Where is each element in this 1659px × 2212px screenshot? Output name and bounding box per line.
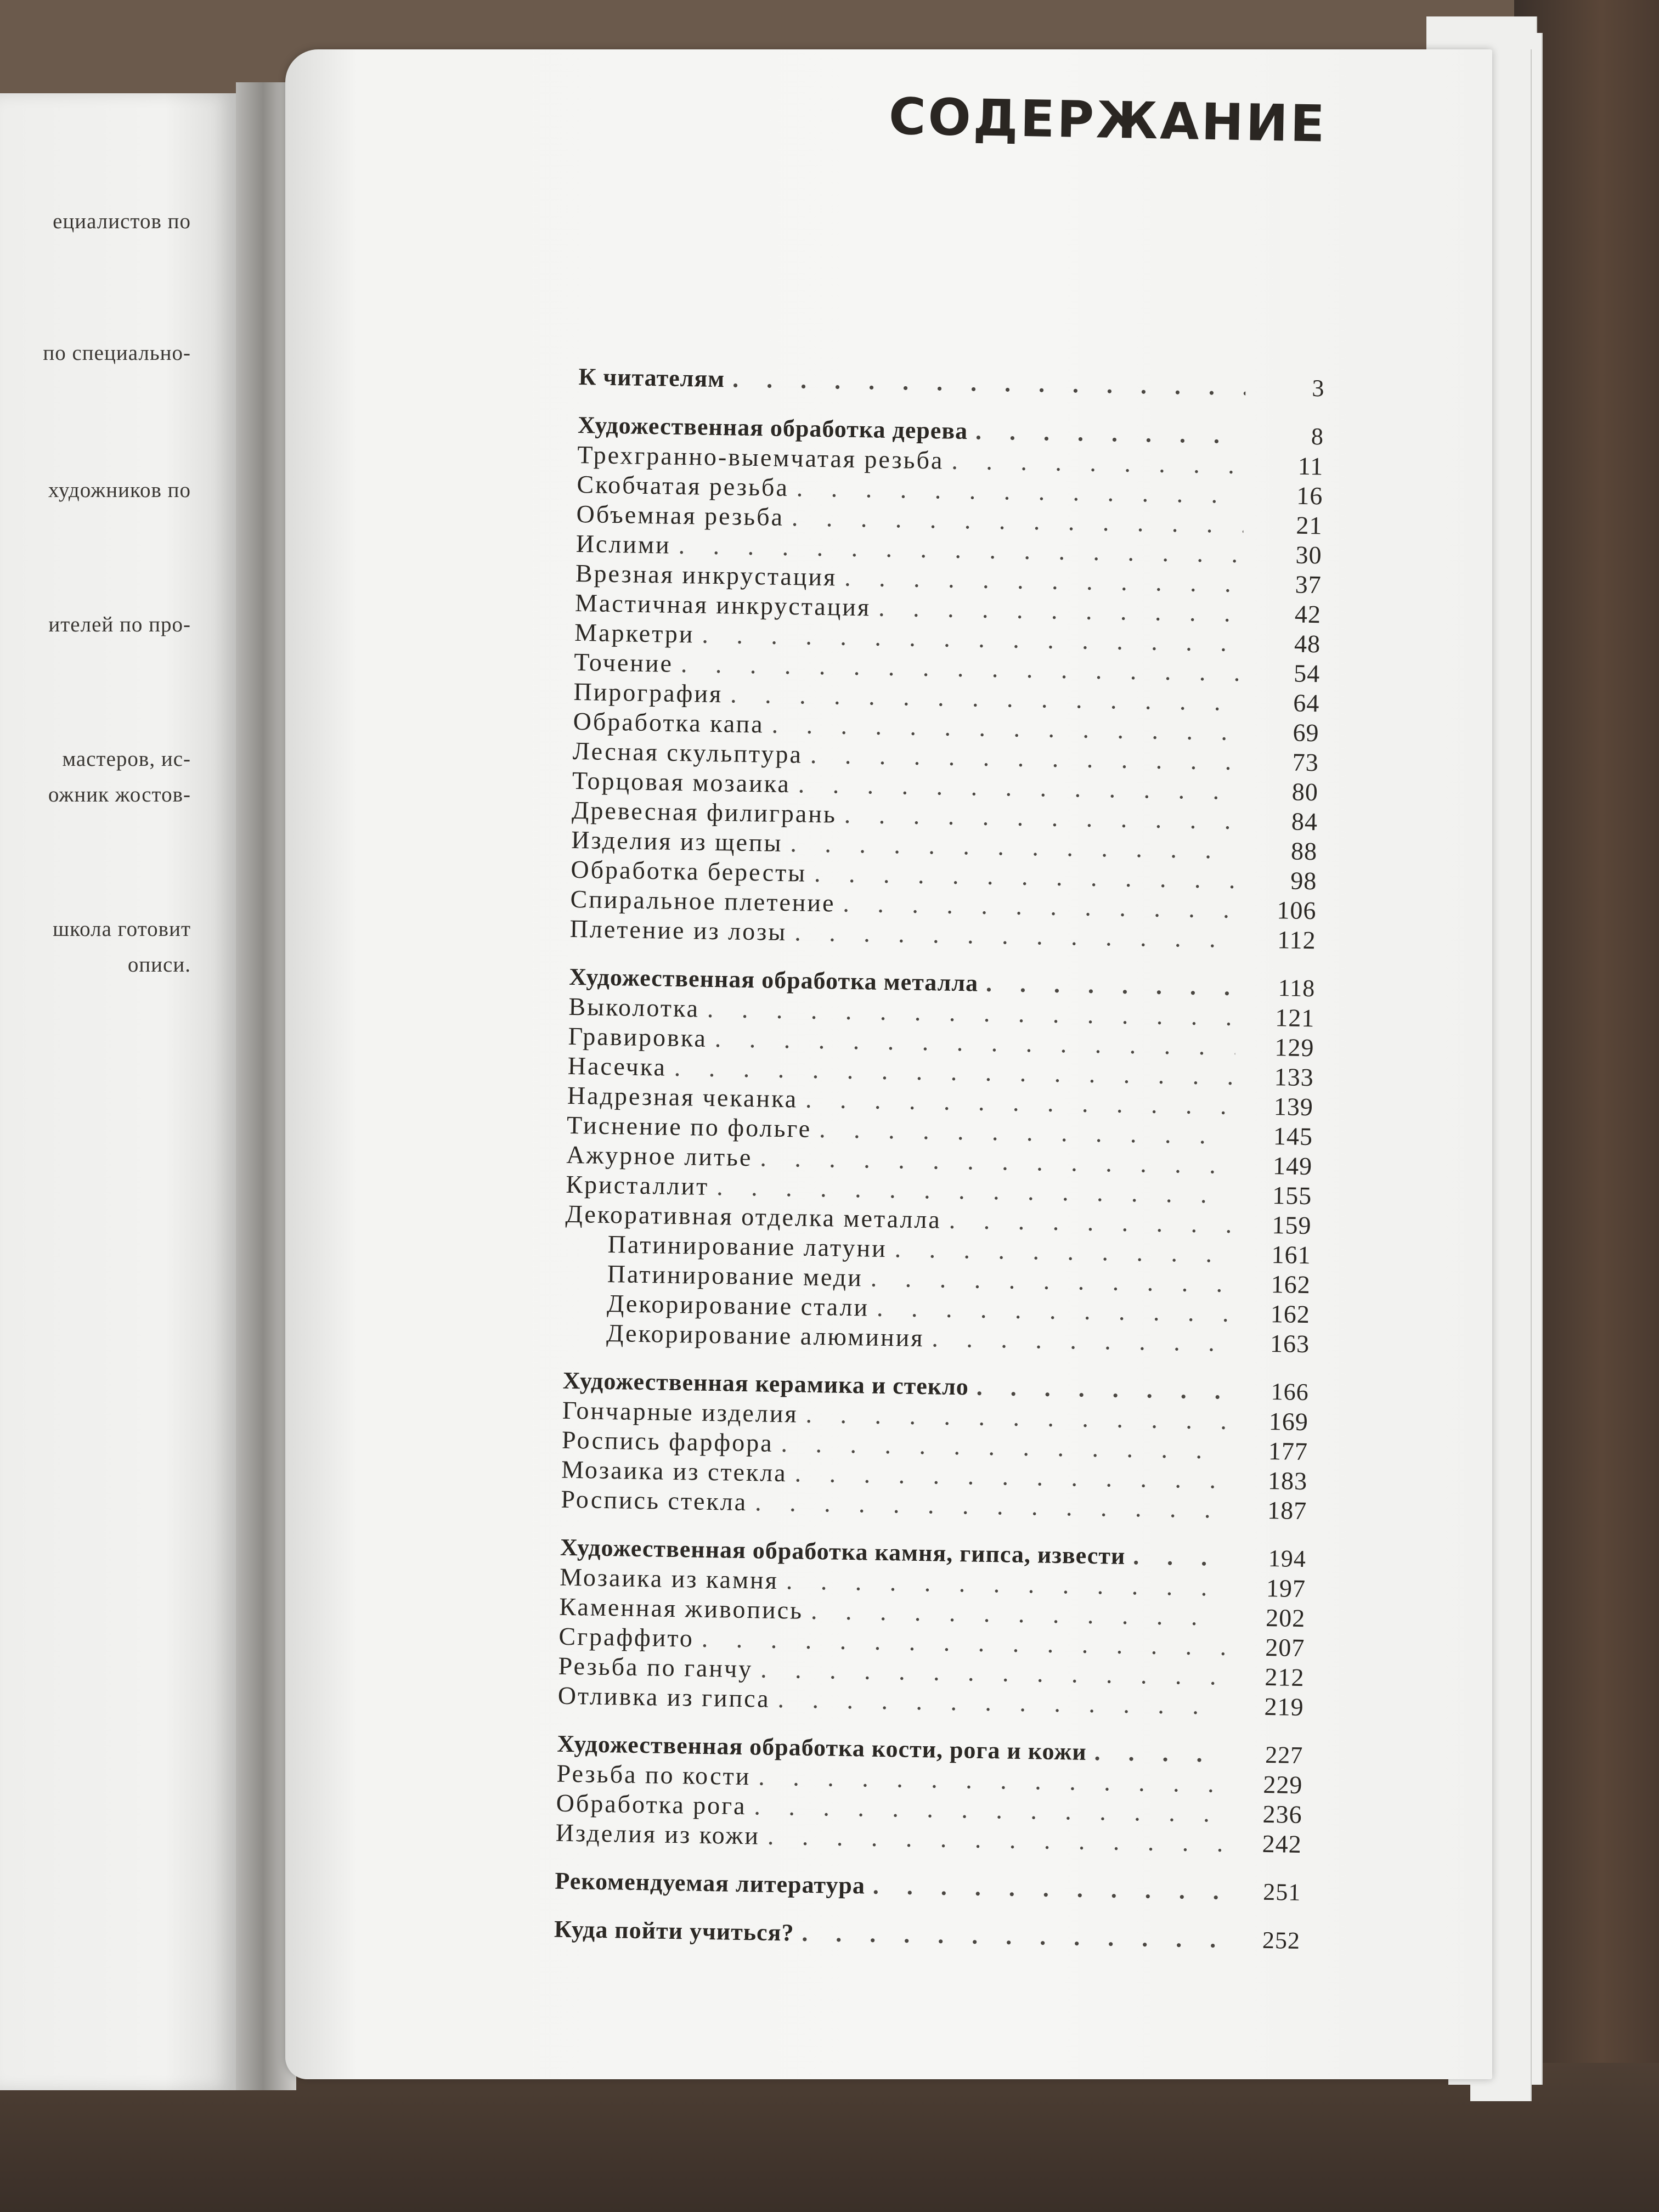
toc-page-number: 159 <box>1272 1211 1312 1240</box>
toc-entry-title: Кристаллит <box>566 1170 709 1200</box>
toc-page-number: 149 <box>1272 1152 1313 1181</box>
toc-entry-title: Декорирование стали <box>606 1289 870 1322</box>
toc-entry-title: Ажурное литье <box>566 1140 753 1172</box>
toc-page-number: 212 <box>1265 1662 1305 1692</box>
toc-page-number: 54 <box>1293 659 1321 688</box>
toc-page-number: 88 <box>1290 837 1318 866</box>
toc-page-number: 21 <box>1296 511 1323 540</box>
toc-entry-title: Рекомендуемая литература <box>555 1867 866 1899</box>
toc-dot-leader <box>951 446 1245 480</box>
toc-entry-title: Тиснение по фольге <box>566 1110 812 1143</box>
toc-entry-title: Декоративная отделка металла <box>565 1199 942 1234</box>
toc-page-number: 197 <box>1266 1573 1306 1603</box>
toc-page-number: 229 <box>1263 1770 1303 1799</box>
toc-entry-title: Роспись фарфора <box>561 1425 774 1457</box>
toc-dot-leader <box>1094 1737 1224 1769</box>
toc-entry-title: К читателям <box>578 363 725 393</box>
toc-entry-title: Каменная живопись <box>558 1592 804 1624</box>
toc-entry-title: Обработка рога <box>556 1788 747 1820</box>
toc-page-number: 64 <box>1293 689 1320 718</box>
toc-entry-title: Древесная филигрань <box>571 795 837 828</box>
left-page <box>0 93 236 2090</box>
toc-entry-title: Декорирование алюминия <box>606 1319 924 1352</box>
toc-entry-title: Изделия из кожи <box>555 1818 760 1850</box>
toc-page-number: 155 <box>1272 1181 1312 1210</box>
toc-page-number: 161 <box>1271 1240 1311 1269</box>
left-page-line: мастеров, ис- <box>62 747 191 771</box>
toc-page-number: 177 <box>1268 1436 1308 1466</box>
left-page-line: ециалистов по <box>53 210 191 233</box>
toc-dot-leader <box>976 1373 1230 1406</box>
toc-page-number: 30 <box>1295 540 1323 569</box>
toc-dot-leader <box>877 1293 1232 1328</box>
toc-page-number: 73 <box>1292 748 1319 777</box>
toc-page-number: 48 <box>1294 629 1321 658</box>
toc-dot-leader <box>986 969 1237 1002</box>
toc-page-number: 252 <box>1262 1926 1301 1955</box>
toc-entry-title: Врезная инкрустация <box>575 558 837 591</box>
toc-entry-title: Гончарные изделия <box>562 1396 799 1428</box>
toc-dot-leader <box>975 416 1245 450</box>
toc-entry-title: Патинирование меди <box>607 1260 864 1292</box>
toc-page-number: 80 <box>1291 777 1319 806</box>
toc-page-number: 145 <box>1273 1122 1313 1151</box>
toc-page-number: 106 <box>1277 896 1317 925</box>
left-page-line: художников по <box>48 478 191 502</box>
table-of-contents <box>554 362 1325 1956</box>
toc-entry-title: Куда пойти учиться? <box>554 1915 794 1946</box>
toc-entry-title: Надрезная чеканка <box>567 1081 798 1113</box>
toc-page-number: 3 <box>1312 375 1325 402</box>
toc-entry-title: Маркетри <box>574 618 695 648</box>
toc-page-number: 139 <box>1273 1092 1314 1121</box>
left-page-line: по специально- <box>43 341 191 365</box>
toc-dot-leader <box>932 1323 1231 1358</box>
toc-entry-title: Художественная обработка дерева <box>577 411 968 445</box>
toc-page-number: 227 <box>1265 1741 1304 1769</box>
toc-entry-title: Спиральное плетение <box>570 884 836 917</box>
toc-page-number: 133 <box>1274 1063 1314 1092</box>
toc-page-number: 84 <box>1291 807 1318 836</box>
toc-entry-title: Насечка <box>567 1051 667 1081</box>
toc-entry-title: Изделия из щепы <box>571 825 783 857</box>
toc-page-number: 98 <box>1290 866 1317 895</box>
toc-page-number: 37 <box>1295 570 1322 599</box>
toc-page-number: 251 <box>1262 1878 1301 1906</box>
toc-page-number: 236 <box>1262 1799 1302 1829</box>
toc-entry-title: Трехгранно-выемчатая резьба <box>577 440 944 475</box>
toc-dot-leader <box>1133 1542 1227 1573</box>
toc-page-number: 169 <box>1268 1407 1309 1436</box>
toc-entry-title: Художественная обработка кости, рога и кожи <box>557 1730 1087 1765</box>
toc-entry-title: Обработка бересты <box>571 855 807 887</box>
toc-entry-title: Мозаика из камня <box>559 1562 779 1594</box>
toc-entry-title: Роспись стекла <box>561 1485 748 1516</box>
left-page-line: школа готовит <box>53 917 191 941</box>
page-title: СОДЕРЖАНИЕ <box>888 87 1328 154</box>
toc-page-number: 202 <box>1265 1603 1306 1633</box>
toc-entry-title: Художественная обработка металла <box>569 963 979 997</box>
toc-page-number: 183 <box>1267 1466 1308 1496</box>
toc-page-number: 162 <box>1271 1270 1311 1299</box>
toc-entry-title: Художественная обработка камня, гипса, извести <box>560 1533 1126 1570</box>
toc-page-number: 11 <box>1297 452 1324 481</box>
toc-entry-title: Выколотка <box>568 992 700 1023</box>
toc-page-number: 187 <box>1267 1496 1307 1525</box>
toc-entry-title: Резьба по кости <box>556 1759 751 1791</box>
toc-dot-leader <box>794 917 1237 954</box>
toc-page-number: 16 <box>1296 481 1323 510</box>
toc-entry-title: Резьба по ганчу <box>558 1651 753 1683</box>
toc-entry-title: Патинирование латуни <box>607 1230 888 1263</box>
toc-page-number: 42 <box>1294 600 1322 629</box>
toc-page-number: 163 <box>1269 1329 1310 1358</box>
toc-section-row <box>555 1866 1301 1908</box>
toc-entry-title: Сграффито <box>558 1622 695 1652</box>
toc-entry-title: Гравировка <box>568 1022 708 1052</box>
toc-page-number: 166 <box>1271 1378 1310 1406</box>
toc-entry-title: Скобчатая резьба <box>577 470 789 502</box>
toc-page-number: 112 <box>1277 926 1317 955</box>
toc-entry-title: Мозаика из стекла <box>561 1455 788 1487</box>
toc-entry-title: Художественная керамика и стекло <box>562 1367 969 1401</box>
toc-entry-title: Точение <box>574 647 674 678</box>
toc-page-number: 121 <box>1274 1003 1315 1032</box>
left-page-line: описи. <box>127 953 191 977</box>
toc-dot-leader <box>894 1234 1232 1269</box>
toc-page-number: 162 <box>1270 1300 1311 1329</box>
toc-entry-title: Объемная резьба <box>576 499 785 531</box>
toc-entry-title: Отливка из гипса <box>557 1681 771 1713</box>
toc-page-number: 129 <box>1274 1033 1314 1062</box>
toc-page-number: 118 <box>1278 974 1316 1002</box>
toc-entry-title: Обработка капа <box>573 707 765 738</box>
left-page-line: ожник жостов- <box>48 783 191 806</box>
toc-dot-leader <box>777 1684 1225 1721</box>
toc-page-number: 69 <box>1293 718 1319 747</box>
toc-dot-leader <box>949 1205 1232 1239</box>
toc-entry-title: Лесная скульптура <box>572 736 803 769</box>
toc-entry-title: Мастичная инкрустация <box>574 588 871 622</box>
toc-page-number: 194 <box>1268 1545 1307 1573</box>
toc-page-number: 219 <box>1264 1692 1305 1722</box>
toc-page-number: 207 <box>1265 1633 1305 1662</box>
left-page-line: ителей по про- <box>48 613 191 636</box>
toc-page-number: 8 <box>1311 422 1324 450</box>
toc-entry-title: Ислими <box>575 529 672 559</box>
toc-entry-title: Плетение из лозы <box>569 914 787 946</box>
toc-dot-leader <box>873 1871 1222 1906</box>
toc-entry-title: Пирография <box>573 677 723 708</box>
toc-entry-title: Торцовая мозаика <box>572 766 791 798</box>
toc-page-number: 242 <box>1262 1829 1302 1859</box>
